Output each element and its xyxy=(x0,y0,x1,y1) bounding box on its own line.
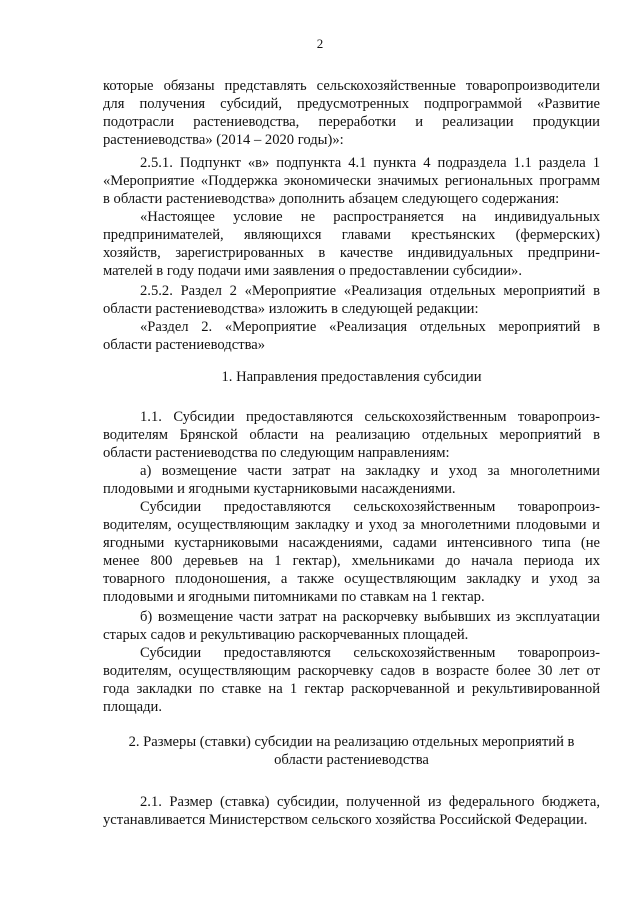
text-line: области растениеводства» изложить в следующей редакции: xyxy=(103,301,479,317)
text-line: устанавливается Министерством сельского хозяйства Российской Федерации. xyxy=(103,812,588,828)
text-line: растениеводства» (2014 – 2020 годы)»: xyxy=(103,132,344,148)
text-line: 2.1. Размер (ставка) субсидии, полученной из федерального бюджета, xyxy=(140,794,600,810)
text-line: ягодными кустарниковыми насаждениями, садами интенсивного типа (не xyxy=(103,535,600,551)
text-line: хозяйств, зарегистрированных в качестве индивидуальных предприни- xyxy=(103,245,600,261)
text-line: б) возмещение части затрат на раскорчевку выбывших из эксплуатации xyxy=(140,609,600,625)
text-line: а) возмещение части затрат на закладку и уход за многолетними xyxy=(140,463,600,479)
text-line: водителям Брянской области на реализацию отдельных мероприятий в xyxy=(103,427,600,443)
text-line: водителям, осуществляющим раскорчевку садов в возрасте более 30 лет от xyxy=(103,663,600,679)
text-line: Субсидии предоставляются сельскохозяйственным товаропроиз- xyxy=(140,499,600,515)
text-line: года закладки по ставке на 1 гектар раскорчеванной и рекультивированной xyxy=(103,681,600,697)
text-line: «Раздел 2. «Мероприятие «Реализация отдельных мероприятий в xyxy=(140,319,600,335)
text-line: водителям, осуществляющим закладку и уход за многолетними плодовыми и xyxy=(103,517,600,533)
text-line: Субсидии предоставляются сельскохозяйственным товаропроиз- xyxy=(140,645,600,661)
text-line: плодовыми и ягодными кустарниковыми насаждениями. xyxy=(103,481,456,497)
text-line: мателей в году подачи ими заявления о предоставлении субсидии». xyxy=(103,263,522,279)
text-line: «Мероприятие «Поддержка экономически значимых региональных программ xyxy=(103,173,600,189)
text-line: области растениеводства по следующим направлениям: xyxy=(103,445,450,461)
text-line: предпринимателей, являющихся главами крестьянских (фермерских) xyxy=(103,227,600,243)
text-line: которые обязаны представлять сельскохозяйственные товаропроизводители xyxy=(103,78,600,94)
text-line: «Настоящее условие не распространяется на индивидуальных xyxy=(140,209,600,225)
section-heading: области растениеводства xyxy=(274,752,429,768)
text-line: плодовыми и ягодными питомниками по ставкам на 1 гектар. xyxy=(103,589,485,605)
text-line: 2.5.2. Раздел 2 «Мероприятие «Реализация отдельных мероприятий в xyxy=(140,283,600,299)
section-heading: 2. Размеры (ставки) субсидии на реализацию отдельных мероприятий в xyxy=(128,734,575,750)
text-line: старых садов и рекультивацию раскорчеванных площадей. xyxy=(103,627,469,643)
text-line: подотрасли растениеводства, переработки и реализации продукции xyxy=(103,114,600,130)
text-line: товарного плодоношения, а также осуществляющим закладку и уход за xyxy=(103,571,600,587)
text-line: менее 800 деревьев на 1 гектар), хмельниками до начала периода их xyxy=(103,553,600,569)
text-line: области растениеводства» xyxy=(103,337,266,353)
text-line: 2.5.1. Подпункт «в» подпункта 4.1 пункта 4 подраздела 1.1 раздела 1 xyxy=(140,155,600,171)
text-line: площади. xyxy=(103,699,162,715)
section-heading: 1. Направления предоставления субсидии xyxy=(221,369,482,385)
text-line: для получения субсидий, предусмотренных подпрограммой «Развитие xyxy=(103,96,600,112)
text-line: в области растениеводства» дополнить абзацем следующего содержания: xyxy=(103,191,560,207)
page-number: 2 xyxy=(316,36,324,51)
text-line: 1.1. Субсидии предоставляются сельскохозяйственным товаропроиз- xyxy=(140,409,600,425)
